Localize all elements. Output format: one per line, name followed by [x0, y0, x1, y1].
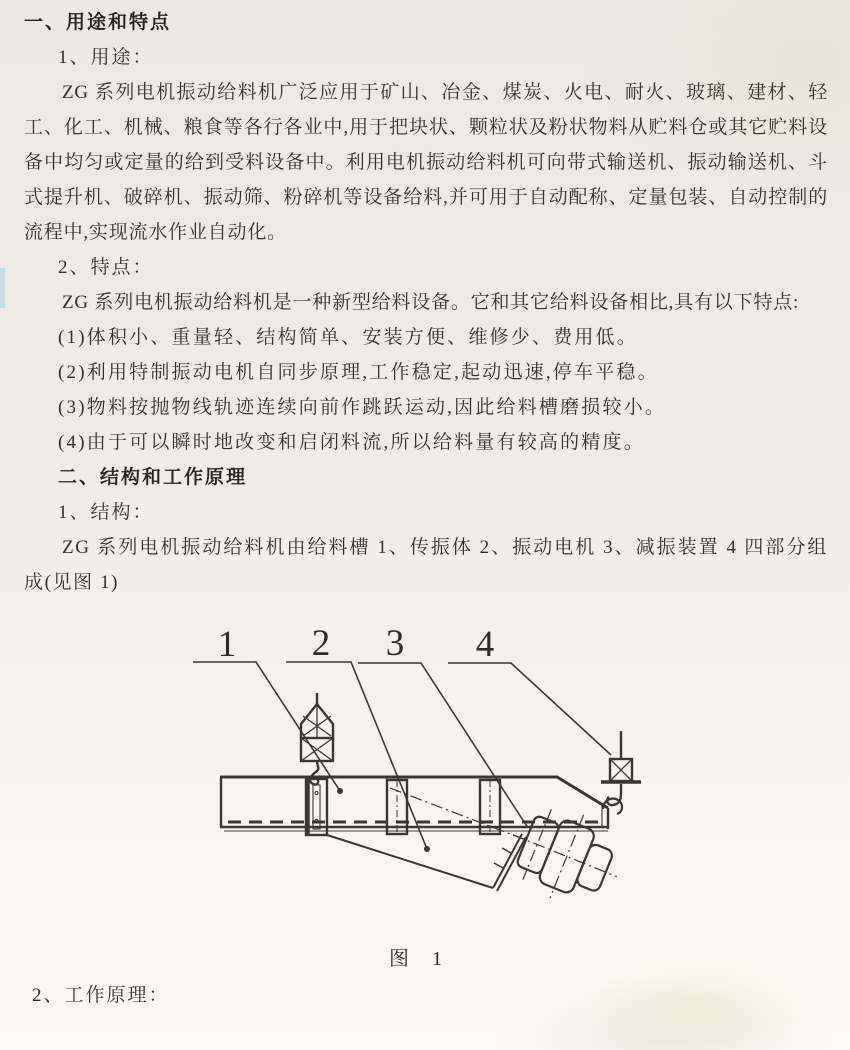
features-intro-paragraph: ZG 系列电机振动给料机是一种新型给料设备。它和其它给料设备相比,具有以下特点: [62, 292, 800, 313]
leader-dot-1 [337, 788, 343, 794]
leader-dot-2 [424, 846, 430, 852]
suspension-hanger-right [601, 731, 641, 805]
part-label-4: 4 [475, 624, 495, 665]
hanger-hook-left [310, 761, 318, 785]
feature-item-1: (1)体积小、重量轻、结构简单、安装方便、维修少、费用低。 [58, 327, 638, 348]
section1-heading: 一、用途和特点 [24, 12, 172, 33]
part-label-2: 2 [311, 623, 331, 664]
structure-paragraph: ZG 系列电机振动给料机由给料槽 1、传振体 2、振动电机 3、减振装置 4 四部分组成(见图 1) [24, 537, 828, 593]
feature-item-4: (4)由于可以瞬时地改变和启闭料流,所以给料量有较高的精度。 [58, 432, 645, 453]
feeder-diagram [190, 616, 650, 936]
scan-artifact-strip [0, 268, 5, 308]
suspension-hanger-left [301, 693, 333, 785]
structure-subheading: 1、结构： [58, 502, 154, 523]
motor-mount-plate [493, 834, 526, 891]
feature-item-2: (2)利用特制振动电机自同步原理,工作稳定,起动迅速,停车平稳。 [58, 362, 659, 383]
figure-caption: 图 1 [389, 948, 451, 970]
motor-axis-line [390, 788, 526, 840]
principle-subheading: 2、工作原理： [32, 985, 170, 1006]
usage-subheading: 1、用途： [58, 47, 154, 68]
part-label-3: 3 [385, 623, 405, 664]
transmission-body [327, 788, 526, 891]
usage-paragraph: ZG 系列电机振动给料机广泛应用于矿山、冶金、煤炭、火电、耐火、玻璃、建材、轻工、化工、机械、粮食等各行各业中,用于把块状、颗粒状及粉状物料从贮料仓或其它贮料设备中均匀或定量的给到受料设备中。利用电机振动给料机可向带式输送机、振动输送机、斗式提升机、破碎机、振动筛、粉碎机等设备给料,并可用于自动配称、定量包装、自动控制的流程中,实现流水作业自动化。 [24, 82, 828, 243]
figure-1 [190, 616, 650, 970]
part-label-1: 1 [217, 624, 237, 665]
feature-item-3: (3)物料按抛物线轨迹连续向前作跳跃运动,因此给料槽磨损较小。 [58, 397, 667, 418]
section2-heading: 二、结构和工作原理 [58, 467, 248, 488]
features-subheading: 2、特点： [58, 257, 154, 278]
leader-line-3 [358, 663, 528, 828]
